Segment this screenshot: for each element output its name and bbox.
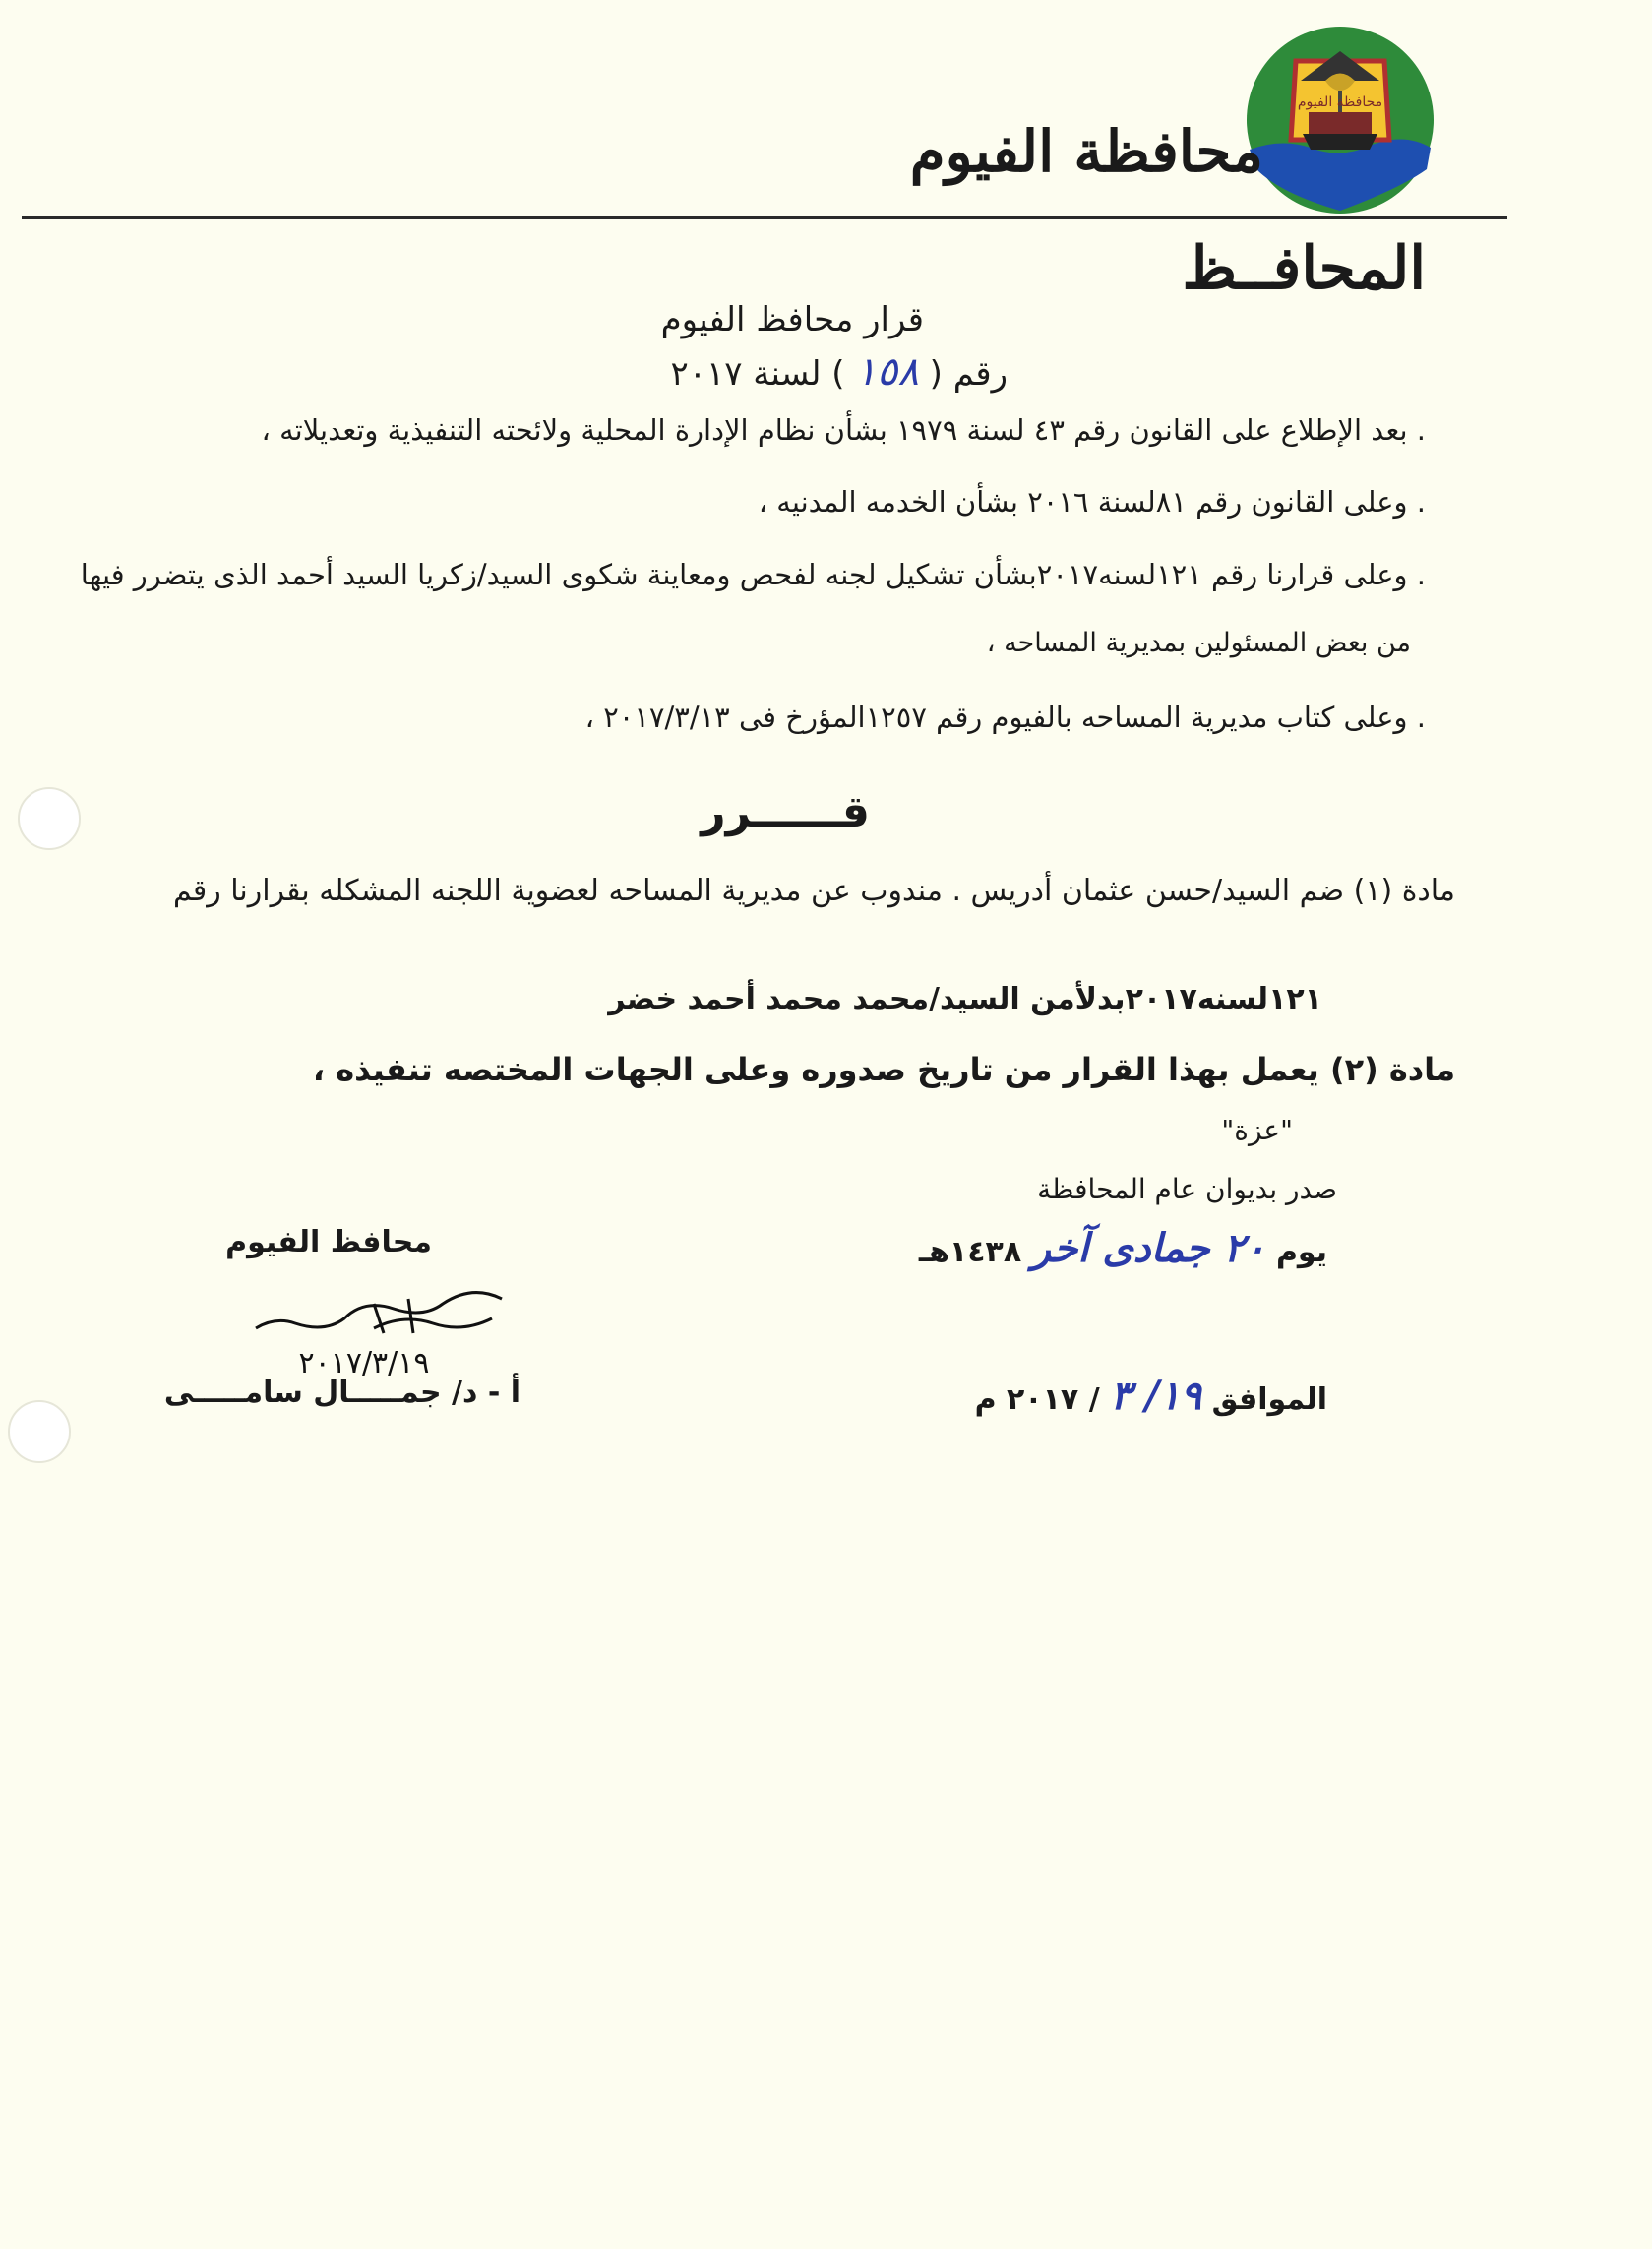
closing-quote: "عزة" — [1221, 1114, 1293, 1146]
gregorian-year: / ٢٠١٧ م — [974, 1382, 1100, 1417]
punch-hole — [18, 787, 81, 850]
header-divider — [22, 216, 1507, 219]
preamble-decision-121: . وعلى قرارنا رقم ١٢١لسنه٢٠١٧بشأن تشكيل لجنه لفحص ومعاينة شكوى السيد/زكريا السيد أحمد الذى يتضرر فيها — [80, 558, 1426, 591]
decided-heading: قــــــرر — [701, 787, 870, 837]
article-1-cont: ١٢١لسنه٢٠١٧بدلأمن السيد/محمد محمد أحمد خضر — [608, 982, 1322, 1016]
hijri-date-line — [919, 1225, 1327, 1271]
decree-title: قرار محافظ الفيوم — [660, 300, 924, 339]
punch-hole — [8, 1400, 71, 1463]
decree-year: ) لسنة ٢٠١٧ — [670, 354, 845, 394]
gregorian-date-handwritten: ١٩/ ٣ — [1110, 1373, 1202, 1419]
corresponding-label: الموافق — [1211, 1382, 1327, 1417]
decree-number-handwritten: ١٥٨ — [855, 349, 919, 395]
issued-at: صدر بديوان عام المحافظة — [1037, 1173, 1337, 1205]
office-title: المحافــظ — [1182, 234, 1426, 303]
scan-edge — [0, 2249, 1652, 2266]
governorate-emblem-icon — [1242, 22, 1438, 218]
signature-date: ٢٠١٧/٣/١٩ — [298, 1346, 430, 1380]
hijri-year: ١٤٣٨هـ — [918, 1235, 1022, 1269]
article-2: مادة (٢) يعمل بهذا القرار من تاريخ صدوره وعلى الجهات المختصه تنفيذه ، — [312, 1051, 1455, 1088]
preamble-law-43: . بعد الإطلاع على القانون رقم ٤٣ لسنة ١٩٧٩ بشأن نظام الإدارة المحلية ولائحته التنفيذية وتعديلاته ، — [261, 413, 1426, 447]
day-label: يوم — [1275, 1235, 1327, 1269]
decree-number-label: رقم ( — [929, 354, 1008, 394]
signatory-name: أ - د/ جمـــــال سامـــــى — [163, 1376, 520, 1410]
signatory-title: محافظ الفيوم — [225, 1225, 432, 1259]
handwritten-signature-icon — [197, 1279, 531, 1387]
preamble-law-81: . وعلى القانون رقم ٨١لسنة ٢٠١٦ بشأن الخدمه المدنيه ، — [758, 485, 1426, 519]
article-1: مادة (١) ضم السيد/حسن عثمان أدريس . مندوب عن مديرية المساحه لعضوية اللجنه المشكله بقرارنا رقم — [172, 874, 1455, 908]
gregorian-date-line — [975, 1373, 1327, 1419]
decree-number-line — [670, 349, 1008, 395]
preamble-survey-letter: . وعلى كتاب مديرية المساحه بالفيوم رقم ١٢٥٧المؤرخ فى ٢٠١٧/٣/١٣ ، — [584, 701, 1426, 734]
emblem-lettering: محافظة الفيوم — [1297, 94, 1383, 110]
hijri-date-handwritten: ٢٠ جمادى آخر — [1031, 1225, 1266, 1271]
preamble-decision-121-cont: من بعض المسئولين بمديرية المساحه ، — [986, 628, 1411, 658]
governorate-name: محافظة الفيوم — [909, 118, 1263, 185]
